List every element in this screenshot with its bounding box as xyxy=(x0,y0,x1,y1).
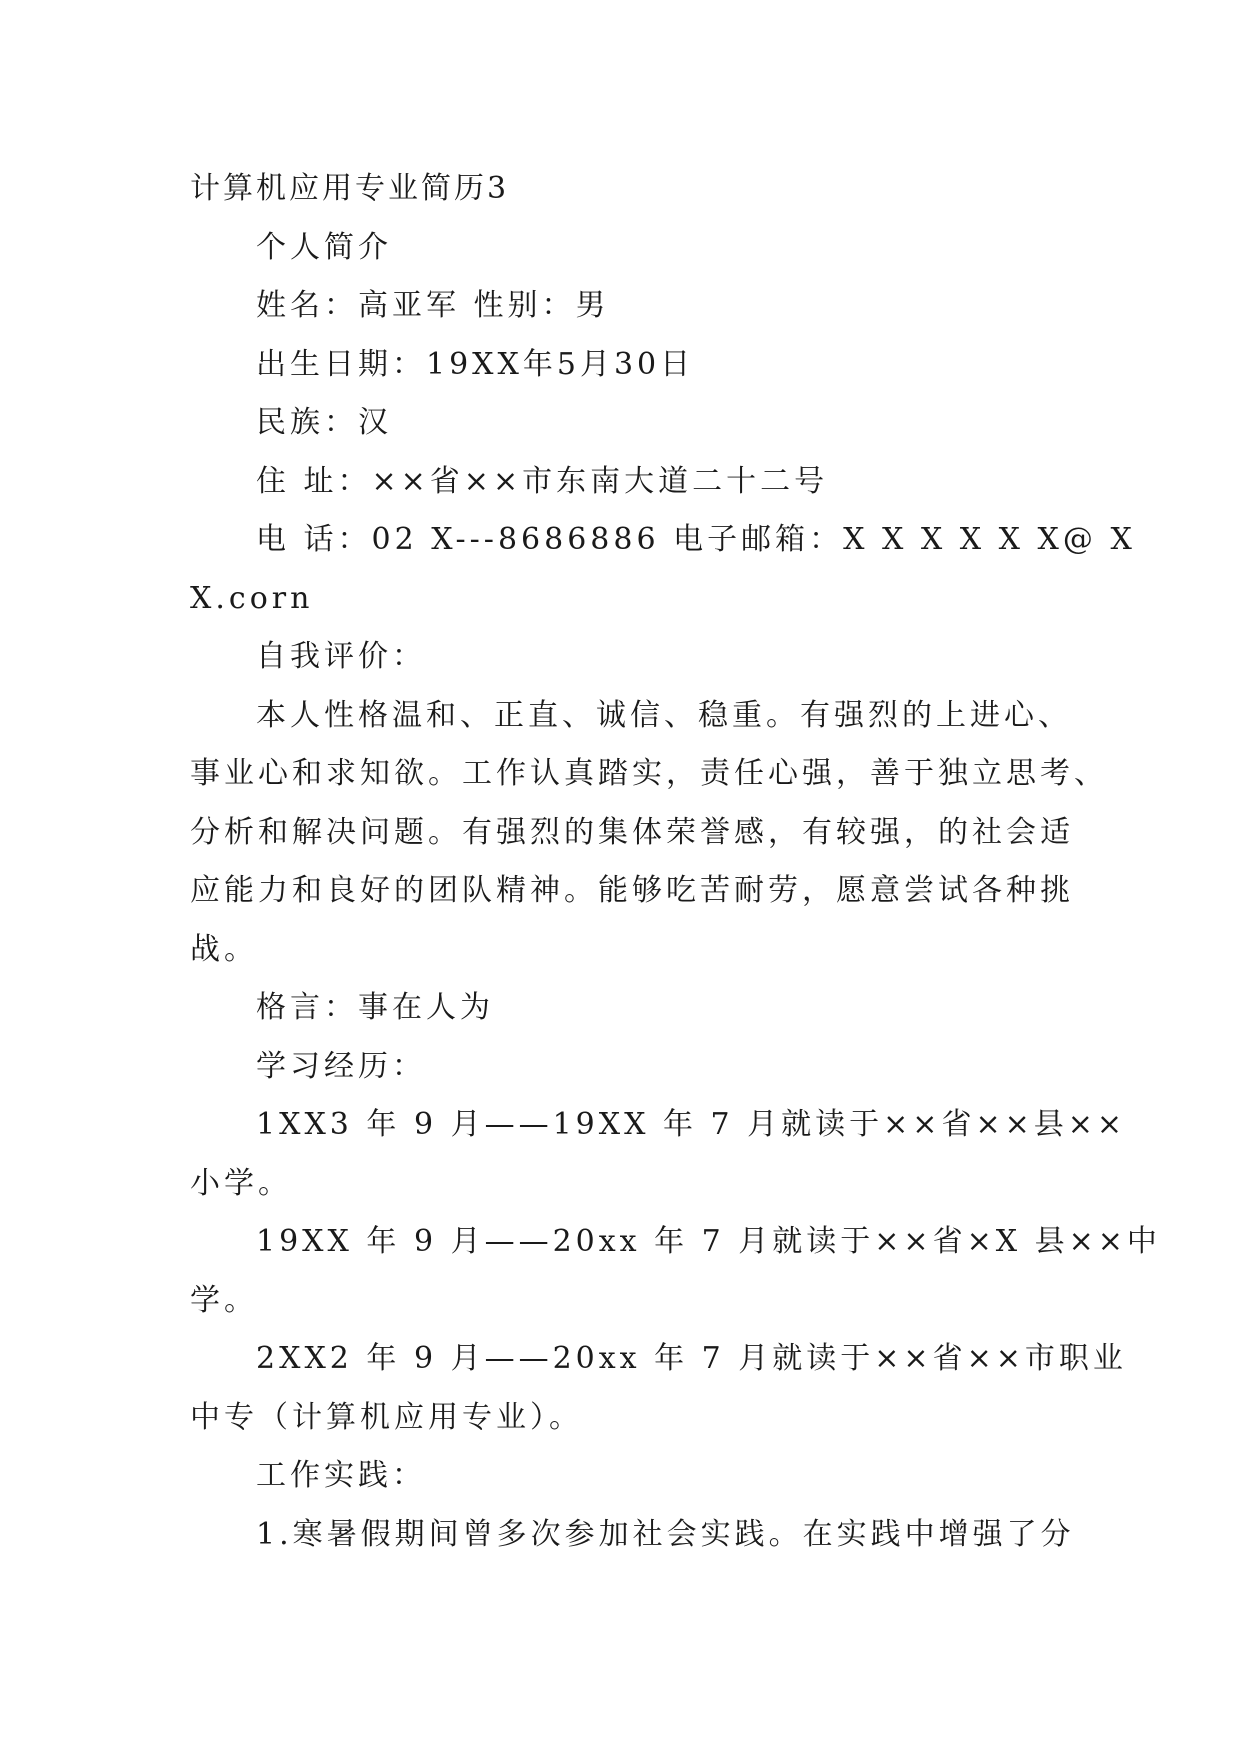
line-section-work-practice: 工作实践： xyxy=(256,1458,426,1493)
line-self-evaluation-4: 应能力和良好的团队精神。能够吃苦耐劳，愿意尝试各种挑 xyxy=(190,873,1074,908)
document-body xyxy=(190,160,1161,1564)
line-ethnicity: 民族：汉 xyxy=(256,405,392,440)
line-self-evaluation-2: 事业心和求知欲。工作认真踏实，责任心强，善于独立思考、 xyxy=(190,756,1108,791)
line-self-evaluation-3: 分析和解决问题。有强烈的集体荣誉感，有较强，的社会适 xyxy=(190,814,1074,850)
line-motto: 格言：事在人为 xyxy=(256,990,494,1025)
line-name-gender: 姓名：高亚军 性别：男 xyxy=(256,288,610,323)
line-self-evaluation-1: 本人性格温和、正直、诚信、稳重。有强烈的上进心、 xyxy=(256,697,1072,733)
line-education-2-continued: 学。 xyxy=(190,1282,258,1318)
document-title: 计算机应用专业简历3 xyxy=(190,171,510,206)
line-section-self-evaluation: 自我评价： xyxy=(256,639,426,674)
line-work-practice-1: 1.寒暑假期间曾多次参加社会实践。在实践中增强了分 xyxy=(256,1516,1075,1552)
line-education-3: 2XX2 年 9 月——20xx 年 7 月就读于××省××市职业 xyxy=(256,1341,1127,1376)
line-education-3-continued: 中专（计算机应用专业）。 xyxy=(190,1399,583,1435)
line-education-1-continued: 小学。 xyxy=(190,1165,292,1201)
line-address: 住 址：××省××市东南大道二十二号 xyxy=(256,463,829,499)
line-education-2: 19XX 年 9 月——20xx 年 7 月就读于××省×X 县××中 xyxy=(256,1224,1161,1259)
line-education-1: 1XX3 年 9 月——19XX 年 7 月就读于××省××县×× xyxy=(256,1107,1126,1142)
line-birthdate: 出生日期：19XX年5月30日 xyxy=(256,346,695,382)
line-email-continued: X.corn xyxy=(190,580,314,616)
line-section-profile: 个人简介 xyxy=(256,229,392,265)
line-section-education: 学习经历： xyxy=(256,1048,426,1084)
line-phone-email: 电 话：02 X---8686886 电子邮箱：X X X X X X@ X xyxy=(256,522,1136,557)
line-self-evaluation-5: 战。 xyxy=(190,931,258,967)
